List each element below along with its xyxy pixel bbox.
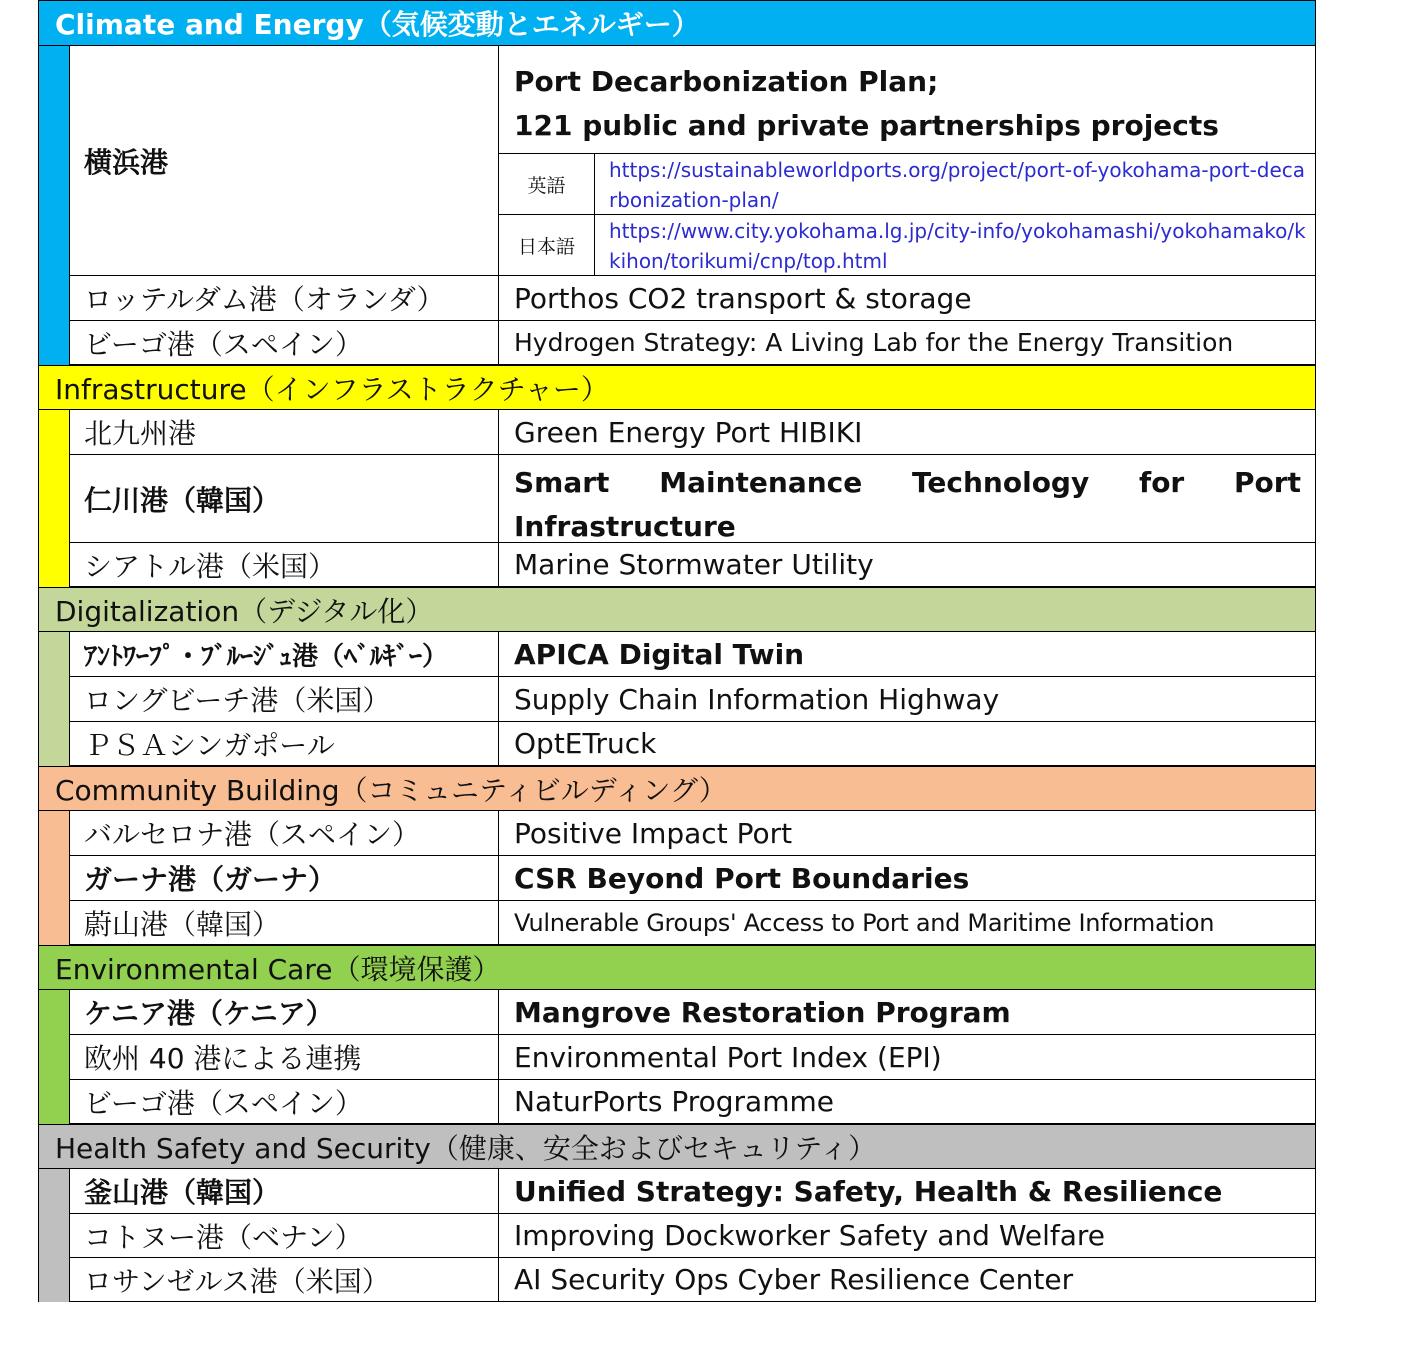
port-name: 仁川港（韓国） bbox=[70, 455, 499, 542]
table-row bbox=[70, 677, 1316, 722]
section-color-bar bbox=[38, 811, 70, 945]
project-title-line: Port Decarbonization Plan; bbox=[514, 65, 939, 98]
table-row bbox=[70, 990, 1316, 1035]
table-row bbox=[70, 811, 1316, 856]
project-name: Marine Stormwater Utility bbox=[514, 548, 874, 581]
port-name: 蔚山港（韓国） bbox=[70, 901, 499, 944]
section-header-health-safety: Health Safety and Security（健康、安全およびセキュリティ） bbox=[38, 1124, 1316, 1169]
project-name: OptETruck bbox=[514, 727, 657, 760]
section-color-bar bbox=[38, 632, 70, 766]
port-name: コトヌー港（ベナン） bbox=[70, 1214, 499, 1257]
table-row bbox=[70, 901, 1316, 945]
project-name: Smart Maintenance Technology for Port Infrastructure bbox=[514, 466, 1301, 543]
project-name: Mangrove Restoration Program bbox=[514, 995, 1011, 1029]
section-color-bar bbox=[38, 990, 70, 1124]
link-row-japanese bbox=[499, 214, 1315, 276]
project-title-line: 121 public and private partnerships projects bbox=[514, 109, 1219, 142]
table-row bbox=[70, 410, 1316, 455]
port-name: 釜山港（韓国） bbox=[70, 1169, 499, 1213]
project-name: Green Energy Port HIBIKI bbox=[514, 415, 863, 449]
japanese-link[interactable]: https://www.city.yokohama.lg.jp/city-info/yokohamashi/yokohamako/kkihon/torikumi/cnp/top.html bbox=[609, 218, 1306, 273]
port-name: ビーゴ港（スペイン） bbox=[70, 1080, 499, 1123]
section-body-digitalization bbox=[38, 632, 1316, 766]
section-body-infrastructure bbox=[38, 410, 1316, 587]
table-row bbox=[70, 632, 1316, 677]
port-name: ガーナ港（ガーナ） bbox=[70, 856, 499, 900]
project-name: CSR Beyond Port Boundaries bbox=[514, 861, 970, 895]
table-row bbox=[70, 1169, 1316, 1214]
language-label: 日本語 bbox=[499, 215, 595, 276]
port-name: バルセロナ港（スペイン） bbox=[70, 811, 499, 855]
project-name: Hydrogen Strategy: A Living Lab for the Energy Transition bbox=[514, 328, 1234, 357]
port-name: シアトル港（米国） bbox=[70, 543, 499, 586]
section-header-climate: Climate and Energy（気候変動とエネルギー） bbox=[38, 0, 1316, 46]
table-row bbox=[70, 321, 1316, 365]
table-row bbox=[70, 1080, 1316, 1124]
section-header-environmental: Environmental Care（環境保護） bbox=[38, 945, 1316, 990]
port-name: ｱﾝﾄﾜｰﾌﾟ・ﾌﾞﾙｰｼﾞｭ港（ﾍﾞﾙｷﾞｰ） bbox=[70, 632, 499, 676]
section-body-environmental bbox=[38, 990, 1316, 1124]
project-name: Supply Chain Information Highway bbox=[514, 682, 1000, 716]
section-header-community: Community Building（コミュニティビルディング） bbox=[38, 766, 1316, 811]
section-body-community bbox=[38, 811, 1316, 945]
port-name: 欧州 40 港による連携 bbox=[70, 1035, 499, 1079]
project-name bbox=[499, 46, 1315, 154]
english-link[interactable]: https://sustainableworldports.org/project/port-of-yokohama-port-decarbonization-plan/ bbox=[609, 157, 1306, 212]
table-row bbox=[70, 1258, 1316, 1302]
port-name: ケニア港（ケニア） bbox=[70, 990, 499, 1034]
table-row bbox=[70, 543, 1316, 587]
language-label: 英語 bbox=[499, 154, 595, 215]
port-projects-table bbox=[38, 0, 1316, 1302]
project-name: Environmental Port Index (EPI) bbox=[514, 1040, 942, 1074]
project-name: Positive Impact Port bbox=[514, 816, 793, 850]
table-row bbox=[70, 455, 1316, 543]
section-color-bar bbox=[38, 46, 70, 365]
project-name: Unified Strategy: Safety, Health & Resilience bbox=[514, 1174, 1223, 1208]
section-body-health-safety bbox=[38, 1169, 1316, 1302]
port-name: ロサンゼルス港（米国） bbox=[70, 1258, 499, 1301]
table-row bbox=[70, 856, 1316, 901]
section-color-bar bbox=[38, 410, 70, 587]
project-name: Improving Dockworker Safety and Welfare bbox=[514, 1219, 1106, 1252]
table-row bbox=[70, 722, 1316, 766]
table-row bbox=[70, 1214, 1316, 1258]
link-row-english bbox=[499, 153, 1315, 215]
port-name: ＰＳＡシンガポール bbox=[70, 722, 499, 765]
project-name: NaturPorts Programme bbox=[514, 1085, 834, 1118]
port-name: ビーゴ港（スペイン） bbox=[70, 321, 499, 364]
section-body-climate bbox=[38, 46, 1316, 365]
port-name: ロングビーチ港（米国） bbox=[70, 677, 499, 721]
table-row bbox=[70, 1035, 1316, 1080]
table-row bbox=[70, 276, 1316, 321]
project-name: APICA Digital Twin bbox=[514, 637, 805, 671]
section-header-digitalization: Digitalization（デジタル化） bbox=[38, 587, 1316, 632]
port-name: ロッテルダム港（オランダ） bbox=[70, 276, 499, 320]
section-header-infrastructure: Infrastructure（インフラストラクチャー） bbox=[38, 365, 1316, 410]
port-name: 横浜港 bbox=[70, 46, 499, 275]
port-name: 北九州港 bbox=[70, 410, 499, 454]
project-name: AI Security Ops Cyber Resilience Center bbox=[514, 1263, 1074, 1296]
project-name: Porthos CO2 transport & storage bbox=[514, 281, 972, 315]
table-row bbox=[70, 46, 1316, 276]
section-color-bar bbox=[38, 1169, 70, 1302]
project-name: Vulnerable Groups' Access to Port and Maritime Information bbox=[514, 908, 1215, 937]
